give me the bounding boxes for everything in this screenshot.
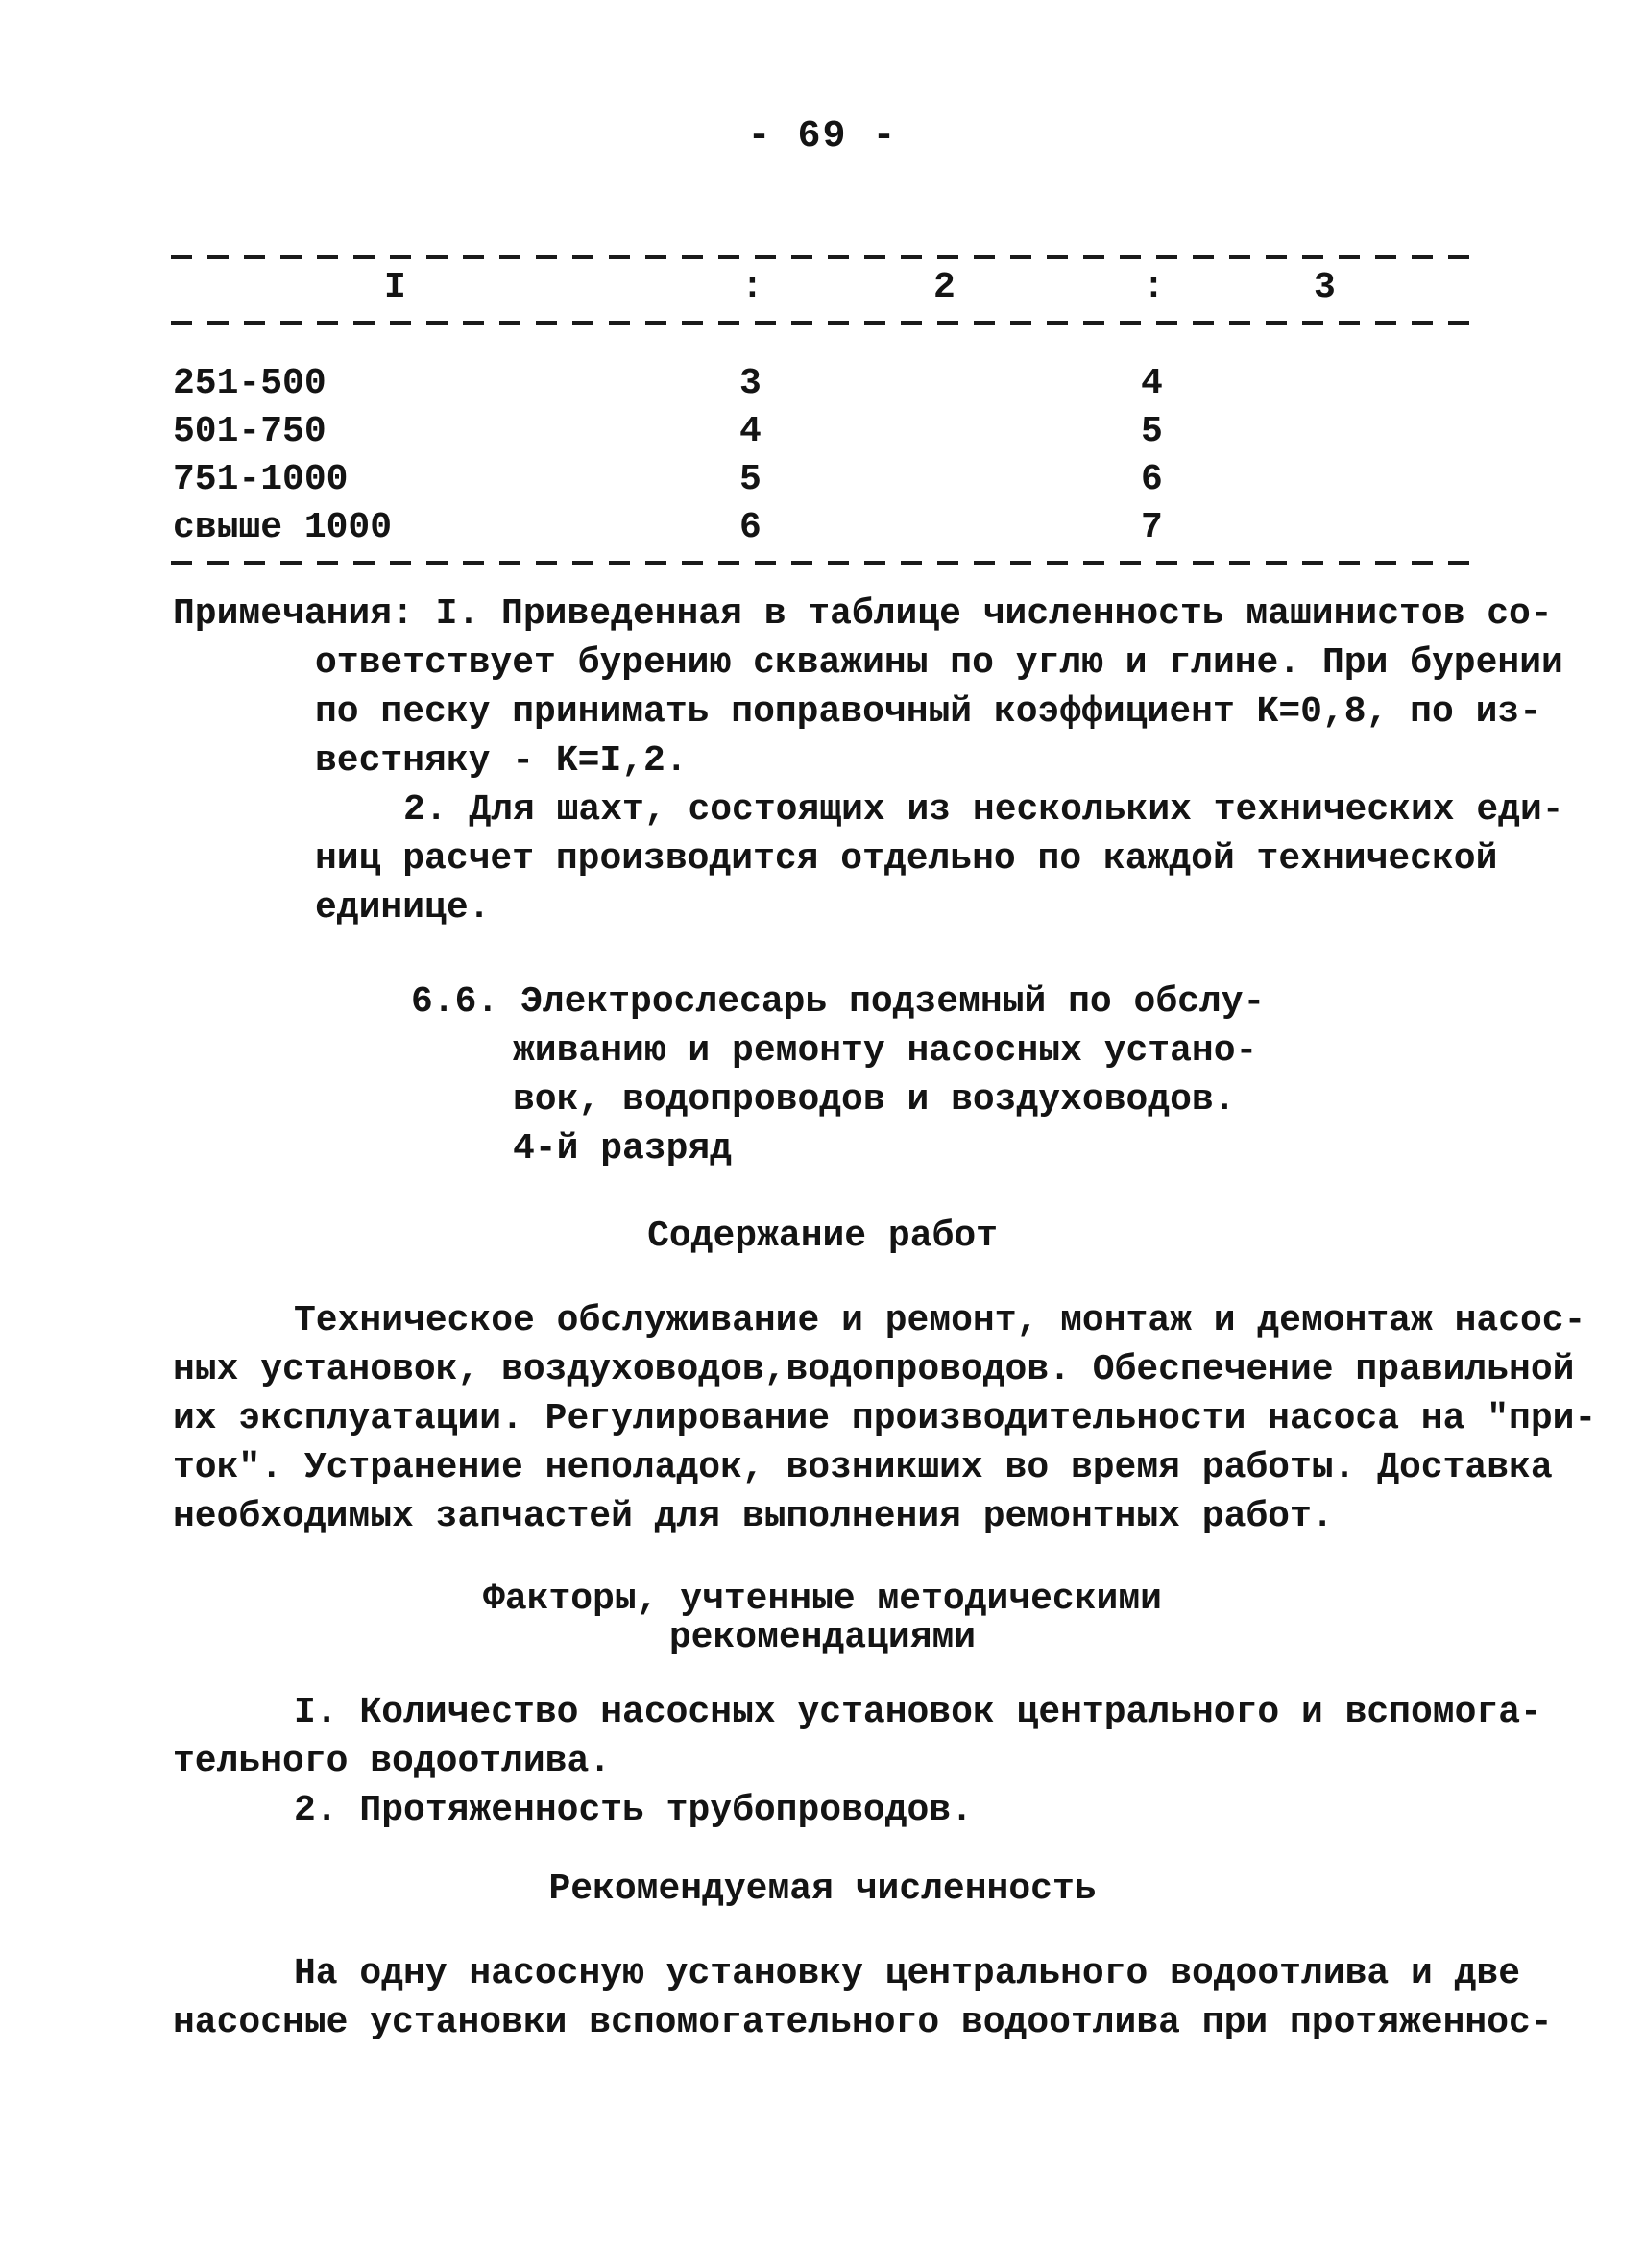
table-header-separator: : [1143,267,1165,308]
recommended-line: На одну насосную установку центрального водоотлива и две [294,1953,1521,1994]
table-bottom-rule [171,561,1485,565]
table-cell: 251-500 [173,363,327,404]
note-line: по песку принимать поправочный коэффициент K=0,8, по из- [315,691,1542,733]
note-line: ниц расчет производится отдельно по каждой технической [315,838,1498,880]
content-line: ток". Устранение неполадок, возникших во время работы. Доставка [173,1447,1553,1488]
table-top-rule [171,255,1485,259]
table-header-col-2: 2 [933,267,956,308]
table-header-rule [171,321,1485,325]
table-row [171,363,1485,411]
recommended-title: Рекомендуемая численность [548,1869,1097,1910]
section-heading-line: 6.6. Электрослесарь подземный по обслу- [411,981,1266,1023]
table-cell: 501-750 [173,411,327,452]
table-cell: 6 [739,507,762,548]
table-cell: 5 [1141,411,1163,452]
table-cell: 4 [739,411,762,452]
table-row [171,459,1485,507]
recommended-line: насосные установки вспомогательного водоотлива при протяженнос- [173,2002,1553,2043]
table-header-col-1: I [384,267,406,308]
factor-line: 2. Протяженность трубопроводов. [294,1790,973,1831]
content-line: необходимых запчастей для выполнения ремонтных работ. [173,1496,1334,1537]
content-line: Техническое обслуживание и ремонт, монтаж и демонтаж насос- [294,1300,1586,1341]
table-cell: 751-1000 [173,459,349,500]
table-header-separator: : [741,267,763,308]
table-row [171,507,1485,555]
note-line: ответствует бурению скважины по углю и глине. При бурении [315,642,1563,684]
factor-line: тельного водоотлива. [173,1741,612,1782]
table-cell: 5 [739,459,762,500]
note-line: 2. Для шахт, состоящих из нескольких технических еди- [403,789,1564,831]
section-heading-line: живанию и ремонту насосных устано- [513,1030,1258,1072]
content-line: их эксплуатации. Регулирование производительности насоса на "при- [173,1398,1597,1439]
table-cell: 4 [1141,363,1163,404]
table-header-col-3: 3 [1314,267,1336,308]
table-cell: 6 [1141,459,1163,500]
note-line: вестняку - K=I,2. [315,740,688,782]
factor-line: I. Количество насосных установок центрального и вспомога- [294,1692,1542,1733]
page-number: - 69 - [747,115,898,158]
table-cell: 7 [1141,507,1163,548]
note-line: Примечания: I. Приведенная в таблице численность машинистов со- [173,593,1553,635]
table-row [171,411,1485,459]
section-heading-line: 4-й разряд [513,1128,733,1170]
content-line: ных установок, воздуховодов,водопроводов. Обеспечение правильной [173,1349,1575,1390]
content-title: Содержание работ [647,1216,998,1257]
section-heading-line: вок, водопроводов и воздуховодов. [513,1079,1236,1121]
factors-title: Факторы, учтенные методическими [483,1579,1162,1620]
table-cell: 3 [739,363,762,404]
table-cell: свыше 1000 [173,507,393,548]
note-line: единице. [315,887,491,929]
factors-title: рекомендациями [668,1617,977,1658]
table-header [171,267,1485,315]
